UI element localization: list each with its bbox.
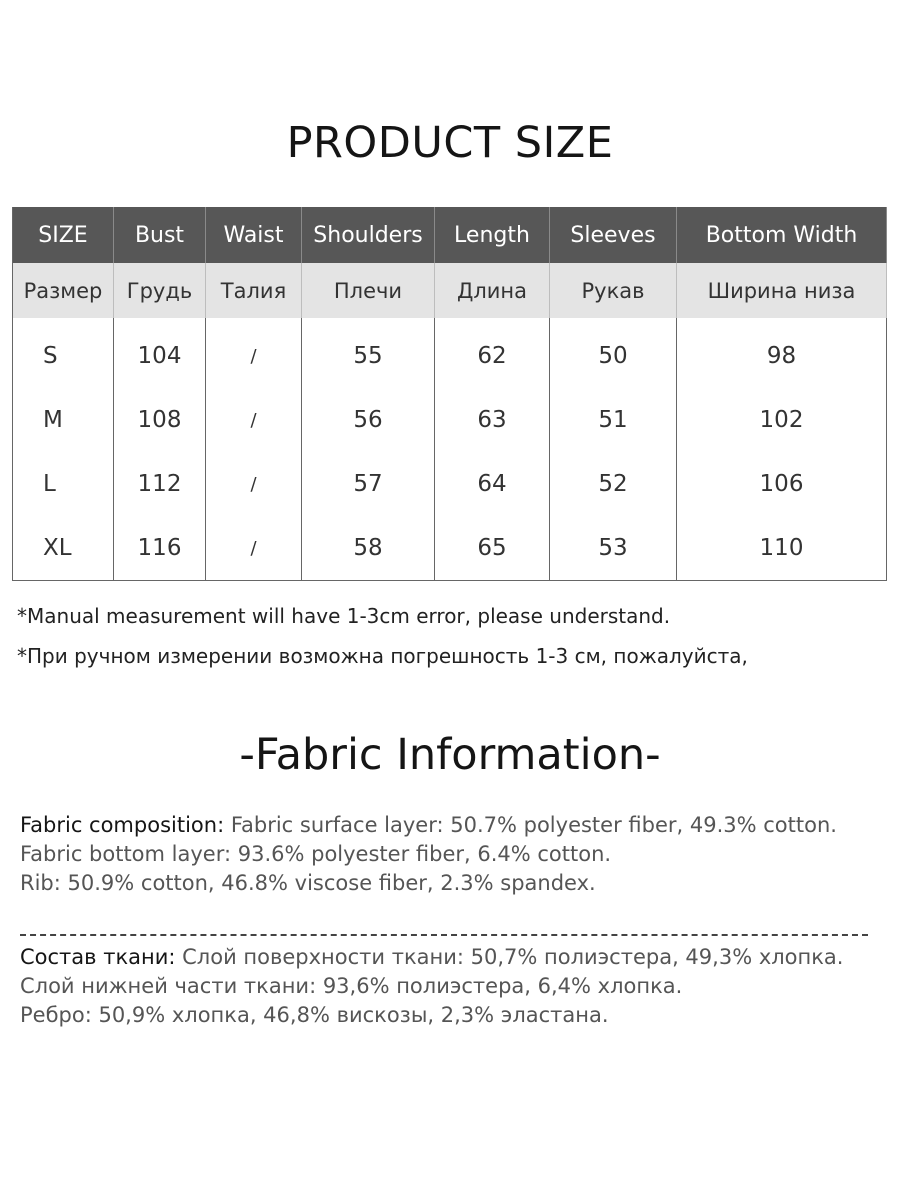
fabric-surface-text: Fabric surface layer: 50.7% polyester fiber, 49.3% cotton. <box>230 813 837 837</box>
header-waist-ru: Талия <box>206 263 302 318</box>
bottom-width-cell: 98 <box>677 318 887 388</box>
header-size-ru: Размер <box>13 263 114 318</box>
length-cell: 64 <box>435 452 550 516</box>
waist-cell: / <box>206 318 302 388</box>
bust-cell: 112 <box>114 452 206 516</box>
fabric-composition-ru <box>20 943 880 1030</box>
bottom-width-cell: 110 <box>677 516 887 581</box>
bottom-width-cell: 106 <box>677 452 887 516</box>
bottom-width-cell: 102 <box>677 388 887 452</box>
fabric-info-title: -Fabric Information- <box>239 730 661 780</box>
header-row-ru <box>13 263 887 318</box>
dashed-divider <box>20 934 868 936</box>
waist-cell: / <box>206 452 302 516</box>
size-cell: M <box>13 388 114 452</box>
header-bottom-width-ru: Ширина низа <box>677 263 887 318</box>
header-sleeves-ru: Рукав <box>550 263 677 318</box>
shoulders-cell: 58 <box>302 516 435 581</box>
table-row <box>13 388 887 452</box>
fabric-surface-text-ru: Слой поверхности ткани: 50,7% полиэстера, 49,3% хлопка. <box>182 945 844 969</box>
shoulders-cell: 55 <box>302 318 435 388</box>
size-cell: L <box>13 452 114 516</box>
header-bottom-width: Bottom Width <box>677 207 887 263</box>
sleeves-cell: 50 <box>550 318 677 388</box>
table-row <box>13 452 887 516</box>
table-row <box>13 516 887 581</box>
length-cell: 63 <box>435 388 550 452</box>
sleeves-cell: 51 <box>550 388 677 452</box>
bust-cell: 104 <box>114 318 206 388</box>
shoulders-cell: 56 <box>302 388 435 452</box>
fabric-composition-label-ru: Состав ткани: <box>20 945 176 969</box>
fabric-line-ru-1 <box>20 943 880 972</box>
length-cell: 62 <box>435 318 550 388</box>
header-row-en <box>13 207 887 263</box>
fabric-line-3: Rib: 50.9% cotton, 46.8% viscose fiber, 2.3% spandex. <box>20 871 596 895</box>
bust-cell: 108 <box>114 388 206 452</box>
length-cell: 65 <box>435 516 550 581</box>
fabric-composition-label: Fabric composition: <box>20 813 225 837</box>
waist-cell: / <box>206 388 302 452</box>
waist-cell: / <box>206 516 302 581</box>
measurement-note-ru: *При ручном измерении возможна погрешность 1-3 см, пожалуйста, <box>17 644 748 668</box>
size-cell: S <box>13 318 114 388</box>
header-bust: Bust <box>114 207 206 263</box>
header-length: Length <box>435 207 550 263</box>
shoulders-cell: 57 <box>302 452 435 516</box>
header-length-ru: Длина <box>435 263 550 318</box>
header-bust-ru: Грудь <box>114 263 206 318</box>
header-size: SIZE <box>13 207 114 263</box>
bust-cell: 116 <box>114 516 206 581</box>
fabric-composition-en <box>20 811 880 898</box>
product-size-title: PRODUCT SIZE <box>286 118 614 168</box>
header-sleeves: Sleeves <box>550 207 677 263</box>
fabric-line-1 <box>20 811 880 840</box>
sleeves-cell: 53 <box>550 516 677 581</box>
size-cell: XL <box>13 516 114 581</box>
fabric-line-ru-3: Ребро: 50,9% хлопка, 46,8% вискозы, 2,3% эластана. <box>20 1003 609 1027</box>
header-shoulders: Shoulders <box>302 207 435 263</box>
header-waist: Waist <box>206 207 302 263</box>
fabric-line-ru-2: Слой нижней части ткани: 93,6% полиэстера, 6,4% хлопка. <box>20 974 683 998</box>
sleeves-cell: 52 <box>550 452 677 516</box>
size-table <box>12 207 887 581</box>
header-shoulders-ru: Плечи <box>302 263 435 318</box>
measurement-note-en: *Manual measurement will have 1-3cm error, please understand. <box>17 604 671 628</box>
fabric-line-2: Fabric bottom layer: 93.6% polyester fiber, 6.4% cotton. <box>20 842 612 866</box>
table-row <box>13 318 887 388</box>
